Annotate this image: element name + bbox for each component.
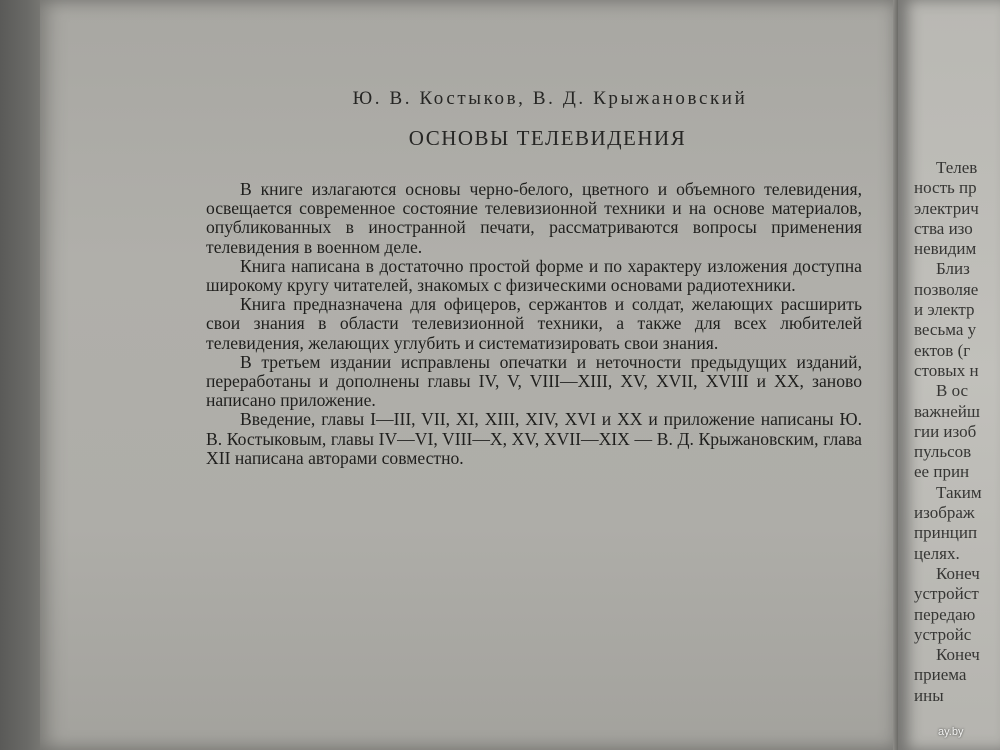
right-line: принцип	[914, 523, 978, 543]
right-page	[898, 0, 1000, 750]
right-line: устройст	[914, 584, 979, 604]
right-line: Таким	[936, 482, 982, 502]
paragraph-1: В книге излагаются основы черно-белого, цветного и объемного телевидения, освещается современное состояние телевизионной техники и на основе материалов, опубликованных в иностранной печати, рассматриваются вопросы применения телевидения в военном деле.	[206, 179, 862, 257]
right-line: В ос	[936, 381, 969, 401]
paragraph-2: Книга написана в достаточно простой форме и по характеру изложения доступна широкому кругу читателей, знакомых с физическими основами радиотехники.	[206, 255, 862, 296]
right-page-text	[914, 158, 1000, 706]
book-title: ОСНОВЫ ТЕЛЕВИДЕНИЯ	[408, 126, 687, 150]
right-line: электрич	[914, 198, 979, 218]
right-line: стовых н	[914, 360, 979, 380]
right-line: гии изоб	[914, 421, 977, 441]
paragraph-4: В третьем издании исправлены опечатки и неточности предыдущих изданий, переработаны и дополнены главы IV, V, VIII—XIII, XV, XVII, XVIII и XX, заново написано приложение.	[206, 351, 862, 411]
right-line: ектов (г	[914, 340, 971, 360]
right-line: и электр	[914, 300, 975, 320]
right-line: ства изо	[914, 218, 973, 238]
right-line: целях.	[914, 543, 960, 563]
right-line: ность пр	[914, 178, 977, 198]
authors-line: Ю. В. Костыков, В. Д. Крыжановский	[352, 88, 748, 109]
right-line: ее прин	[914, 462, 970, 482]
paragraph-5: Введение, главы I—III, VII, XI, XIII, XIV, XVI и XX и приложение написаны Ю. В. Костыковым, главы IV—VI, VIII—X, XV, XVII—XIX — В. Д. Крыжановским, глава XII написана авторами совместно.	[206, 409, 862, 468]
right-line: позволяе	[914, 279, 979, 299]
right-line: важнейш	[914, 401, 980, 421]
right-line: весьма у	[914, 320, 977, 340]
right-line: пульсов	[914, 442, 972, 462]
annotation-text	[206, 180, 862, 468]
right-line: изображ	[914, 503, 975, 523]
right-line: приема	[914, 665, 967, 685]
paragraph-3: Книга предназначена для офицеров, сержантов и солдат, желающих расширить свои знания в области телевизионной техники, а также для всех любителей телевидения, желающих углубить и систематизировать свои знания.	[206, 294, 862, 353]
right-line: устройс	[914, 624, 972, 644]
right-line: передаю	[914, 604, 976, 624]
right-line: ины	[914, 685, 944, 705]
right-line: Близ	[936, 259, 970, 279]
right-line: Телев	[936, 158, 978, 177]
watermark: ay.by	[938, 726, 964, 738]
right-line: Конеч	[936, 563, 980, 583]
right-line: невидим	[914, 239, 977, 259]
right-line: Конеч	[936, 645, 980, 665]
